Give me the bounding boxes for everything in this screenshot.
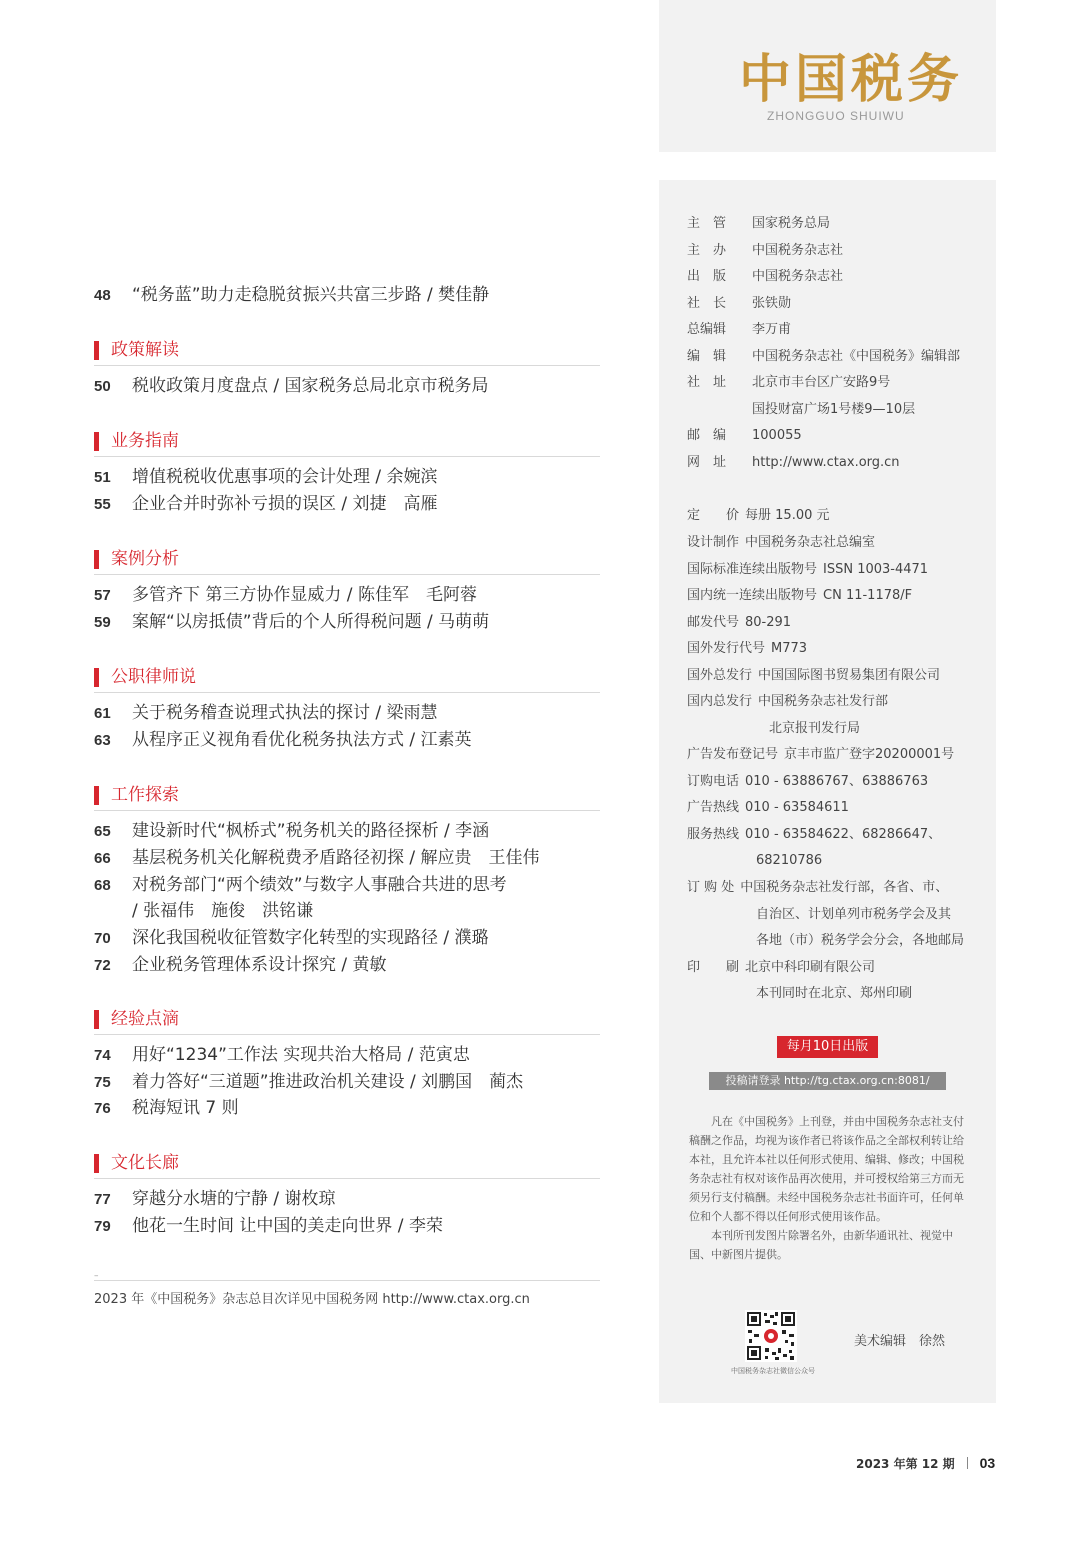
website-link[interactable]: http://www.ctax.org.cn xyxy=(752,455,900,470)
toc-entry[interactable] xyxy=(94,847,600,870)
masthead-row xyxy=(687,214,831,234)
masthead-value: 80-291 xyxy=(745,615,792,630)
masthead-value: 李万甫 xyxy=(752,322,792,337)
masthead-value: M773 xyxy=(771,641,808,656)
section-title: 文化长廊 xyxy=(111,1153,179,1173)
masthead-panel xyxy=(659,180,996,1403)
masthead-row xyxy=(756,931,964,951)
masthead-value: 中国税务杂志社发行部，各省、市、 xyxy=(740,880,949,895)
masthead-value: ISSN 1003-4471 xyxy=(823,562,929,577)
toc-entry[interactable] xyxy=(94,1188,600,1211)
masthead-value: 中国国际图书贸易集团有限公司 xyxy=(758,668,941,683)
masthead-row xyxy=(687,825,941,845)
masthead-row xyxy=(687,560,928,580)
toc-page-number: 61 xyxy=(94,705,111,722)
toc-entry[interactable] xyxy=(94,729,600,752)
toc-title: 着力答好“三道题”推进政治机关建设 / 刘鹏国 蔺杰 xyxy=(132,1072,524,1092)
masthead-value: 各地（市）税务学会分会，各地邮局 xyxy=(756,933,965,948)
toc-title: 企业合并时弥补亏损的误区 / 刘捷 高雁 xyxy=(132,494,438,514)
section-header xyxy=(94,1148,600,1179)
masthead-row xyxy=(687,453,900,473)
section-title: 案例分析 xyxy=(111,549,179,569)
toc-title: 用好“1234”工作法 实现共治大格局 / 范寅忠 xyxy=(132,1045,470,1065)
toc-title: / 张福伟 施俊 洪铭谦 xyxy=(132,901,314,921)
masthead-label: 国际标准连续出版物号 xyxy=(687,562,818,577)
section-header xyxy=(94,1004,600,1035)
masthead-value: 68210786 xyxy=(756,853,823,868)
masthead-label: 网 址 xyxy=(687,455,727,470)
masthead-row xyxy=(687,294,792,314)
masthead-value: 北京报刊发行局 xyxy=(769,721,861,736)
masthead-row xyxy=(687,347,961,367)
toc-entry[interactable] xyxy=(94,820,600,843)
toc-entry-continued[interactable] xyxy=(94,900,600,922)
masthead-label: 邮 编 xyxy=(687,428,727,443)
toc-entry[interactable] xyxy=(94,874,600,897)
magazine-logo-pinyin: ZHONGGUO SHUIWU xyxy=(767,109,905,123)
page-folio xyxy=(856,1453,995,1474)
toc-title: 企业税务管理体系设计探究 / 黄敏 xyxy=(132,955,387,975)
toc-page-number: 68 xyxy=(94,877,111,894)
masthead-value: 自治区、计划单列市税务学会及其 xyxy=(756,907,952,922)
toc-title: 案解“以房抵债”背后的个人所得税问题 / 马萌萌 xyxy=(132,612,490,632)
masthead-row xyxy=(687,745,954,765)
section-title: 公职律师说 xyxy=(111,667,196,687)
masthead-label: 编 辑 xyxy=(687,349,727,364)
masthead-label: 总编辑 xyxy=(687,322,727,337)
masthead-row xyxy=(687,798,849,818)
qr-code-icon[interactable] xyxy=(745,1310,797,1362)
masthead-row xyxy=(687,426,802,446)
masthead-value: 中国税务杂志社总编室 xyxy=(745,535,876,550)
toc-title: 关于税务稽查说理式执法的探讨 / 梁雨慧 xyxy=(132,703,438,723)
logo-panel xyxy=(659,0,996,152)
masthead-label: 国外总发行 xyxy=(687,668,753,683)
toc-title: 税收政策月度盘点 / 国家税务总局北京市税务局 xyxy=(132,376,489,396)
copyright-paragraph: 凡在《中国税务》上刊登，并由中国税务杂志社支付稿酬之作品，均视为该作者已将该作品之全部权利转让给本社，且允许本社以任何形式使用、编辑、修改；中国税务杂志社有权对该作品再次使用，并可授权给第三方而无须另行支付稿酬。未经中国税务杂志社书面许可，任何单位和个人都不得以任何形式使用该作品。 xyxy=(689,1115,964,1223)
magazine-logo: 中国税务 xyxy=(739,49,964,110)
toc-page-number: 77 xyxy=(94,1191,111,1208)
masthead-value: 100055 xyxy=(752,428,802,443)
section-header xyxy=(94,780,600,811)
section-header xyxy=(94,544,600,575)
masthead-label: 订 购 处 xyxy=(687,880,735,895)
masthead-value: 本刊同时在北京、郑州印刷 xyxy=(756,986,913,1001)
toc-page-number: 65 xyxy=(94,823,111,840)
toc-entry[interactable] xyxy=(94,284,600,307)
toc-page-number: 57 xyxy=(94,587,111,604)
section-marker xyxy=(94,550,99,569)
annual-index-note: 2023 年《中国税务》杂志总目次详见中国税务网 http://www.ctax.org.cn xyxy=(94,1292,530,1307)
toc-title: “税务蓝”助力走稳脱贫振兴共富三步路 / 樊佳静 xyxy=(132,285,490,305)
masthead-value: 北京市丰台区广安路9号 xyxy=(752,375,891,390)
copyright-notice xyxy=(689,1112,971,1264)
toc-page-number: 51 xyxy=(94,469,111,486)
section-title: 政策解读 xyxy=(111,340,179,360)
publication-date-badge: 每月10日出版 xyxy=(777,1036,878,1058)
masthead-label: 国内统一连续出版物号 xyxy=(687,588,818,603)
toc-entry[interactable] xyxy=(94,1097,600,1120)
masthead-value: 北京中科印刷有限公司 xyxy=(745,960,876,975)
toc-page-number: 72 xyxy=(94,957,111,974)
toc-title: 穿越分水塘的宁静 / 谢枚琼 xyxy=(132,1189,336,1209)
masthead-value: 中国税务杂志社 xyxy=(752,269,844,284)
page-number: 03 xyxy=(979,1455,996,1471)
toc-title: 多管齐下 第三方协作显威力 / 陈佳军 毛阿蓉 xyxy=(132,585,477,605)
toc-entry[interactable] xyxy=(94,611,600,634)
toc-entry[interactable] xyxy=(94,1044,600,1067)
divider-mark: – xyxy=(94,1271,99,1281)
toc-title: 他花一生时间 让中国的美走向世界 / 李荣 xyxy=(132,1216,443,1236)
art-editor-credit: 美术编辑 徐然 xyxy=(854,1334,946,1349)
section-title: 工作探索 xyxy=(111,785,179,805)
masthead-value: 中国税务杂志社《中国税务》编辑部 xyxy=(752,349,961,364)
masthead-value: 010 - 63584622、68286647、 xyxy=(745,827,942,842)
toc-entry[interactable] xyxy=(94,466,600,489)
toc-page-number: 76 xyxy=(94,1100,111,1117)
toc-entry[interactable] xyxy=(94,954,600,977)
masthead-row xyxy=(687,320,792,340)
masthead-row xyxy=(687,267,844,287)
masthead-row xyxy=(687,772,928,792)
masthead-row xyxy=(687,613,791,633)
section-header xyxy=(94,426,600,457)
toc-title: 从程序正义视角看优化税务执法方式 / 江素英 xyxy=(132,730,472,750)
toc-entry[interactable] xyxy=(94,493,600,516)
toc-entry[interactable] xyxy=(94,927,600,950)
toc-page-number: 50 xyxy=(94,378,111,395)
masthead-value: 中国税务杂志社 xyxy=(752,243,844,258)
masthead-label: 邮发代号 xyxy=(687,615,740,630)
masthead-label: 印 刷 xyxy=(687,960,740,975)
toc-page-number: 70 xyxy=(94,930,111,947)
masthead-label: 广告热线 xyxy=(687,800,740,815)
masthead-row xyxy=(756,851,822,871)
masthead-value: 中国税务杂志社发行部 xyxy=(758,694,889,709)
section-marker xyxy=(94,1154,99,1173)
toc-entry[interactable] xyxy=(94,702,600,725)
masthead-value: 010 - 63584611 xyxy=(745,800,849,815)
masthead-value: 每册 15.00 元 xyxy=(745,508,830,523)
toc-page-number: 79 xyxy=(94,1218,111,1235)
toc-title: 增值税税收优惠事项的会计处理 / 余婉滨 xyxy=(132,467,438,487)
masthead-label: 国外发行代号 xyxy=(687,641,766,656)
folio-separator xyxy=(967,1457,968,1469)
toc-title: 建设新时代“枫桥式”税务机关的路径探析 / 李涵 xyxy=(132,821,490,841)
section-marker xyxy=(94,341,99,360)
masthead-label: 社 长 xyxy=(687,296,727,311)
masthead-label: 服务热线 xyxy=(687,827,740,842)
masthead-label: 国内总发行 xyxy=(687,694,753,709)
toc-page-number: 66 xyxy=(94,850,111,867)
section-marker xyxy=(94,786,99,805)
toc-entry[interactable] xyxy=(94,375,600,398)
masthead-row xyxy=(687,666,940,686)
toc-title: 基层税务机关化解税费矛盾路径初探 / 解应贵 王佳伟 xyxy=(132,848,540,868)
masthead-value: 张铁勋 xyxy=(752,296,792,311)
masthead-value: CN 11-1178/F xyxy=(823,588,913,603)
toc-page-number: 59 xyxy=(94,614,111,631)
masthead-value: 国家税务总局 xyxy=(752,216,831,231)
submission-link[interactable]: 投稿请登录 http://tg.ctax.org.cn:8081/ xyxy=(709,1072,946,1090)
masthead-label: 订购电话 xyxy=(687,774,740,789)
masthead-row xyxy=(687,533,875,553)
toc-title: 对税务部门“两个绩效”与数字人事融合共进的思考 xyxy=(132,875,507,895)
section-marker xyxy=(94,668,99,687)
masthead-label: 主 办 xyxy=(687,243,727,258)
masthead-row xyxy=(687,586,912,606)
section-header xyxy=(94,662,600,693)
masthead-row xyxy=(687,878,948,898)
masthead-row xyxy=(756,984,912,1004)
section-header xyxy=(94,335,600,366)
section-title: 经验点滴 xyxy=(111,1009,179,1029)
toc-title: 税海短讯 7 则 xyxy=(132,1098,239,1118)
toc-page-number: 55 xyxy=(94,496,111,513)
section-marker xyxy=(94,1010,99,1029)
toc-title: 深化我国税收征管数字化转型的实现路径 / 濮璐 xyxy=(132,928,489,948)
photo-credit-paragraph: 本刊所刊发图片除署名外，由新华通讯社、视觉中国、中新图片提供。 xyxy=(689,1229,953,1261)
masthead-row xyxy=(769,719,860,739)
masthead-row xyxy=(687,692,888,712)
toc-page-number: 75 xyxy=(94,1074,111,1091)
masthead-label: 定 价 xyxy=(687,508,740,523)
masthead-label: 设计制作 xyxy=(687,535,740,550)
masthead-label: 社 址 xyxy=(687,375,727,390)
issue-label: 2023 年第 12 期 xyxy=(856,1457,955,1471)
toc-entry[interactable] xyxy=(94,1071,600,1094)
toc-page-number: 63 xyxy=(94,732,111,749)
masthead-label: 主 管 xyxy=(687,216,727,231)
masthead-row xyxy=(687,241,844,261)
masthead-row xyxy=(687,373,891,393)
section-marker xyxy=(94,432,99,451)
toc-entry[interactable] xyxy=(94,584,600,607)
masthead-value: 010 - 63886767、63886763 xyxy=(745,774,929,789)
toc-page-number: 74 xyxy=(94,1047,111,1064)
section-title: 业务指南 xyxy=(111,431,179,451)
divider xyxy=(94,1280,600,1281)
masthead-value: 国投财富广场1号楼9—10层 xyxy=(752,402,916,417)
masthead-value: 京丰市监广登字20200001号 xyxy=(784,747,955,762)
masthead-row xyxy=(687,958,875,978)
toc-entry[interactable] xyxy=(94,1215,600,1238)
masthead-label: 广告发布登记号 xyxy=(687,747,779,762)
toc-page-number: 48 xyxy=(94,287,111,304)
masthead-label: 出 版 xyxy=(687,269,727,284)
masthead-row xyxy=(756,905,951,925)
qr-caption: 中国税务杂志社微信公众号 xyxy=(731,1367,815,1375)
masthead-row xyxy=(687,639,807,659)
masthead-row xyxy=(687,506,830,526)
